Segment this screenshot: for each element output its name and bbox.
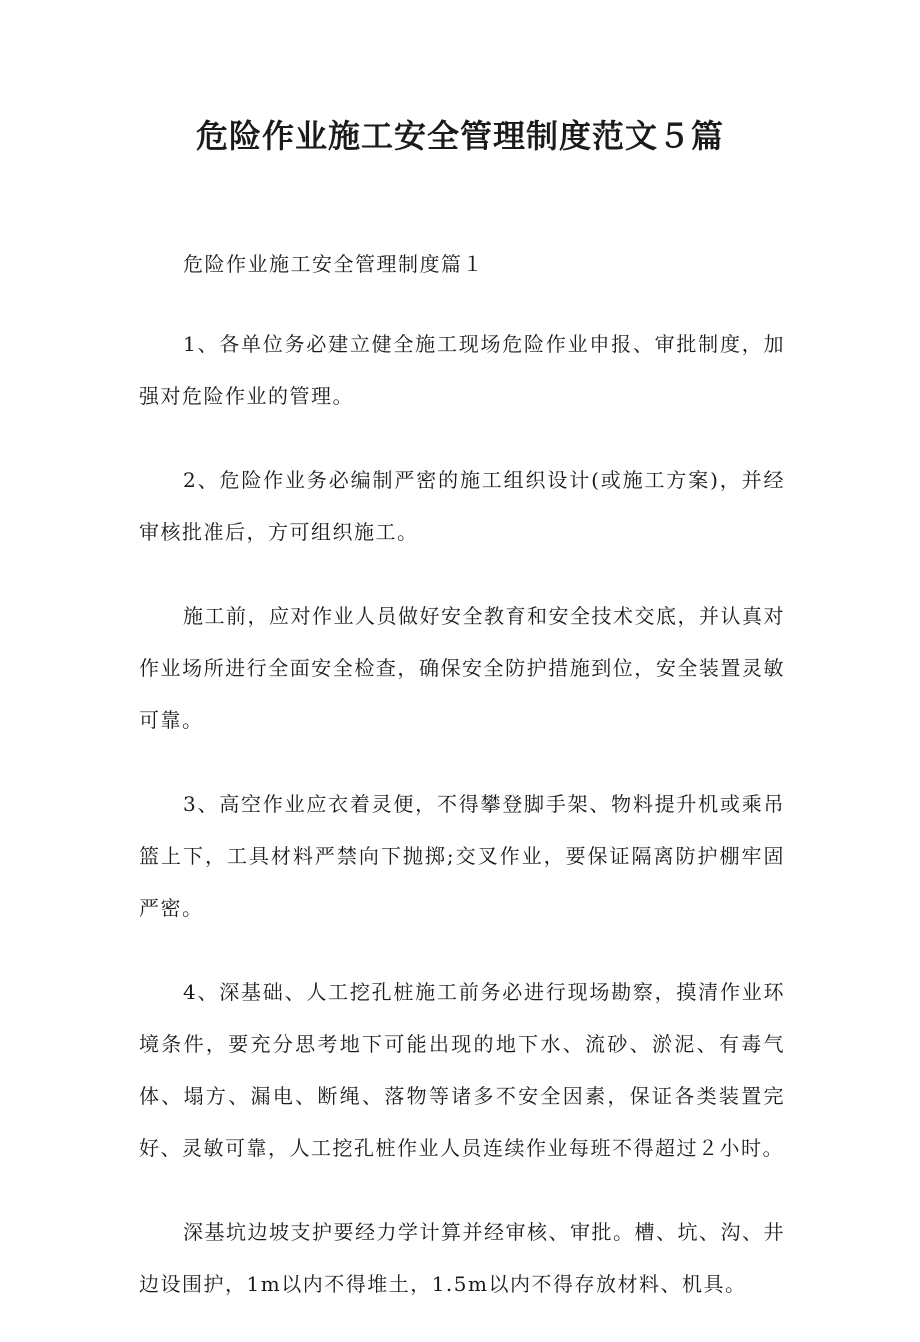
paragraph-5: 4、深基础、人工挖孔桩施工前务必进行现场勘察，摸清作业环境条件，要充分思考地下可能出现的地下水、流砂、淤泥、有毒气体、塌方、漏电、断绳、落物等诸多不安全因素，保证各类装置完好、灵敏可靠，人工挖孔桩作业人员连续作业每班不得超过２小时。 <box>139 980 785 1160</box>
section-heading: 危险作业施工安全管理制度篇１ <box>183 252 484 276</box>
paragraph-3: 施工前，应对作业人员做好安全教育和安全技术交底，并认真对作业场所进行全面安全检查，确保安全防护措施到位，安全装置灵敏可靠。 <box>139 604 785 732</box>
paragraph-4: 3、高空作业应衣着灵便，不得攀登脚手架、物料提升机或乘吊篮上下，工具材料严禁向下抛掷;交叉作业，要保证隔离防护棚牢固严密。 <box>139 792 785 920</box>
document-body <box>139 238 785 1342</box>
document-title: 危险作业施工安全管理制度范文５篇 <box>195 117 724 155</box>
paragraph-1: 1、各单位务必建立健全施工现场危险作业申报、审批制度，加强对危险作业的管理。 <box>139 332 785 408</box>
paragraph-6: 深基坑边坡支护要经力学计算并经审核、审批。槽、坑、沟、井边设围护，1m以内不得堆土，1.5m以内不得存放材料、机具。 <box>139 1220 785 1296</box>
paragraph-2: 2、危险作业务必编制严密的施工组织设计(或施工方案)，并经审核批准后，方可组织施工。 <box>139 468 785 544</box>
